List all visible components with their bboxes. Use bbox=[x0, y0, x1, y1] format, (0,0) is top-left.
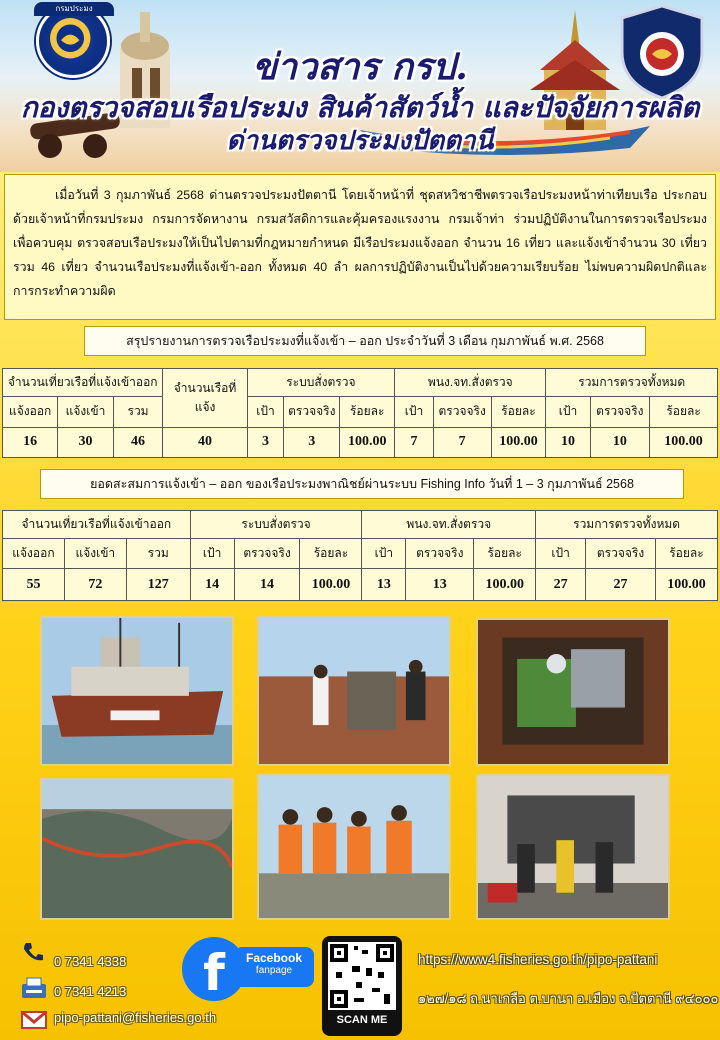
table1-value-tot-actual: 10 bbox=[590, 427, 650, 457]
table1-value-off-actual: 7 bbox=[433, 427, 491, 457]
photo-fishing-nets bbox=[40, 778, 234, 920]
table2-sub-off-actual: ตรวจจริง bbox=[406, 539, 474, 569]
table2-value-tot-percent: 100.00 bbox=[655, 569, 717, 601]
table2-sub-sys-target: เป้า bbox=[190, 539, 234, 569]
table2-header-officer: พนง.จท.สั่งตรวจ bbox=[362, 511, 536, 539]
photo-officers-on-deck bbox=[257, 616, 451, 766]
facebook-label bbox=[234, 947, 314, 987]
table1-value-sys-percent: 100.00 bbox=[340, 427, 395, 457]
table2-header-trips: จำนวนเที่ยวเรือที่แจ้งเข้าออก bbox=[3, 511, 191, 539]
table1-value-tot-percent: 100.00 bbox=[650, 427, 718, 457]
table2-value-out: 55 bbox=[3, 569, 65, 601]
table2-sub-off-percent: ร้อยละ bbox=[474, 539, 536, 569]
checkpoint-title: ด่านตรวจประมงปัตตานี bbox=[226, 126, 494, 156]
table1-sub-out: แจ้งออก bbox=[3, 397, 58, 427]
table2-sub-tot-percent: ร้อยละ bbox=[655, 539, 717, 569]
table2-sub-tot-target: เป้า bbox=[536, 539, 586, 569]
table2-value-sum: 127 bbox=[126, 569, 190, 601]
table1-sub-off-percent: ร้อยละ bbox=[491, 397, 546, 427]
intro-paragraph: เมื่อวันที่ 3 กุมภาพันธ์ 2568 ด่านตรวจประมงปัตตานี โดยเจ้าหน้าที่ ชุดสหวิชาชีพตรวจเรือประมงหน้าท่าเทียบเรือ ประกอบด้วยเจ้าหน้าที่กรมประมง กรมการจัดหางาน กรมสวัสดิการและคุ้มครองแรงงาน กรมเจ้าท่า ร่วมปฏิบัติงานในการตรวจเรือประมง เพื่อควบคุม ตรวจสอบเรือประมงให้เป็นไปตามที่กฎหมายกำหนด มีเรือประมงแจ้งออก จำนวน 16 เที่ยว และแจ้งเข้าจำนวน 30 เที่ยว รวม 46 เที่ยว จำนวนเรือประมงที่แจ้งเข้า-ออก ทั้งหมด 40 ลำ ผลการปฏิบัติงานเป็นไปด้วยความเรียบร้อย ไม่พบความผิดปกติและการกระทำความผิด bbox=[13, 188, 707, 298]
table1-sub-sys-target: เป้า bbox=[247, 397, 284, 427]
facebook-icon: f bbox=[182, 937, 246, 1001]
newsletter-title: ข่าวสาร กรป. bbox=[252, 46, 468, 88]
table1-sub-off-target: เป้า bbox=[395, 397, 434, 427]
header-banner bbox=[0, 0, 720, 172]
fax-number[interactable]: 0 7341 4213 bbox=[54, 984, 127, 999]
table1-value-sys-target: 3 bbox=[247, 427, 284, 457]
table1-value-sys-actual: 3 bbox=[284, 427, 340, 457]
table2-value-off-actual: 13 bbox=[406, 569, 474, 601]
table2-value-off-target: 13 bbox=[362, 569, 406, 601]
table1-value-off-percent: 100.00 bbox=[491, 427, 546, 457]
facebook-subtitle: fanpage bbox=[255, 965, 293, 976]
footer-contacts bbox=[0, 930, 720, 1040]
table1-sub-sys-actual: ตรวจจริง bbox=[284, 397, 340, 427]
photo-fish-hold bbox=[476, 618, 670, 766]
qr-caption: SCAN ME bbox=[336, 1014, 388, 1026]
photo-crew-lifejackets bbox=[257, 774, 451, 920]
table2-header-system: ระบบสั่งตรวจ bbox=[190, 511, 362, 539]
table1-header-total: รวมการตรวจทั้งหมด bbox=[546, 369, 718, 397]
email-address[interactable]: pipo-pattani@fisheries.go.th bbox=[54, 1010, 217, 1025]
table2-sub-off-target: เป้า bbox=[362, 539, 406, 569]
table1-header-system: ระบบสั่งตรวจ bbox=[247, 369, 395, 397]
photo-fishing-boat bbox=[40, 616, 234, 766]
email-icon bbox=[20, 1008, 48, 1032]
table1-value-in: 30 bbox=[58, 427, 113, 457]
qr-pattern bbox=[328, 942, 396, 1010]
table1-value-boats: 40 bbox=[163, 427, 247, 457]
table1-value-sum: 46 bbox=[113, 427, 163, 457]
qr-code[interactable] bbox=[322, 936, 402, 1036]
table2-value-sys-target: 14 bbox=[190, 569, 234, 601]
phone-number[interactable]: 0 7341 4338 bbox=[54, 954, 127, 969]
table1-title: สรุปรายงานการตรวจเรือประมงที่แจ้งเข้า – ออก ประจำวันที่ 3 เดือน กุมภาพันธ์ พ.ศ. 2568 bbox=[84, 326, 646, 356]
table2-value-off-percent: 100.00 bbox=[474, 569, 536, 601]
table1-sub-sys-percent: ร้อยละ bbox=[340, 397, 395, 427]
logo-band-text: กรมประมง bbox=[34, 2, 114, 16]
table2-sub-sys-percent: ร้อยละ bbox=[300, 539, 362, 569]
table1-header-boats: จำนวนเรือที่แจ้ง bbox=[163, 369, 247, 428]
table2-value-in: 72 bbox=[64, 569, 126, 601]
website-link[interactable]: https://www4.fisheries.go.th/pipo-pattani bbox=[418, 952, 658, 967]
facebook-fanpage-link[interactable] bbox=[182, 937, 314, 1001]
table2-sub-out: แจ้งออก bbox=[3, 539, 65, 569]
office-address: ๑๒๗/๑๘ ถ.นาเกลือ ต.บานา อ.เมือง จ.ปัตตานี ๙๔๐๐๐ bbox=[418, 991, 719, 1006]
table2-value-tot-actual: 27 bbox=[586, 569, 656, 601]
cumulative-inspection-table bbox=[2, 510, 718, 601]
table1-header-trips: จำนวนเที่ยวเรือที่แจ้งเข้าออก bbox=[3, 369, 163, 397]
table1-header-officer: พนง.จท.สั่งตรวจ bbox=[395, 369, 546, 397]
facebook-title: Facebook bbox=[245, 951, 302, 965]
table1-sub-in: แจ้งเข้า bbox=[58, 397, 113, 427]
table1-sub-tot-target: เป้า bbox=[546, 397, 590, 427]
table2-sub-sum: รวม bbox=[126, 539, 190, 569]
phone-icon bbox=[20, 940, 48, 964]
table2-value-tot-target: 27 bbox=[536, 569, 586, 601]
photo-inspection-office bbox=[476, 774, 670, 920]
fax-icon bbox=[20, 976, 48, 1000]
division-title: กองตรวจสอบเรือประมง สินค้าสัตว์น้ำ และปัจจัยการผลิต bbox=[20, 91, 700, 124]
table1-sub-off-actual: ตรวจจริง bbox=[433, 397, 491, 427]
table2-title: ยอดสะสมการแจ้งเข้า – ออก ของเรือประมงพาณิชย์ผ่านระบบ Fishing Info วันที่ 1 – 3 กุมภาพันธ์ 2568 bbox=[40, 469, 684, 499]
table2-sub-sys-actual: ตรวจจริง bbox=[234, 539, 300, 569]
table2-sub-in: แจ้งเข้า bbox=[64, 539, 126, 569]
table1-value-off-target: 7 bbox=[395, 427, 434, 457]
intro-box bbox=[4, 174, 716, 320]
daily-inspection-table bbox=[2, 368, 718, 458]
table1-value-tot-target: 10 bbox=[546, 427, 590, 457]
table2-sub-tot-actual: ตรวจจริง bbox=[586, 539, 656, 569]
table2-value-sys-actual: 14 bbox=[234, 569, 300, 601]
table2-value-sys-percent: 100.00 bbox=[300, 569, 362, 601]
table1-value-out: 16 bbox=[3, 427, 58, 457]
table1-sub-tot-actual: ตรวจจริง bbox=[590, 397, 650, 427]
table1-sub-tot-percent: ร้อยละ bbox=[650, 397, 718, 427]
table2-header-total: รวมการตรวจทั้งหมด bbox=[536, 511, 718, 539]
table1-sub-sum: รวม bbox=[113, 397, 163, 427]
